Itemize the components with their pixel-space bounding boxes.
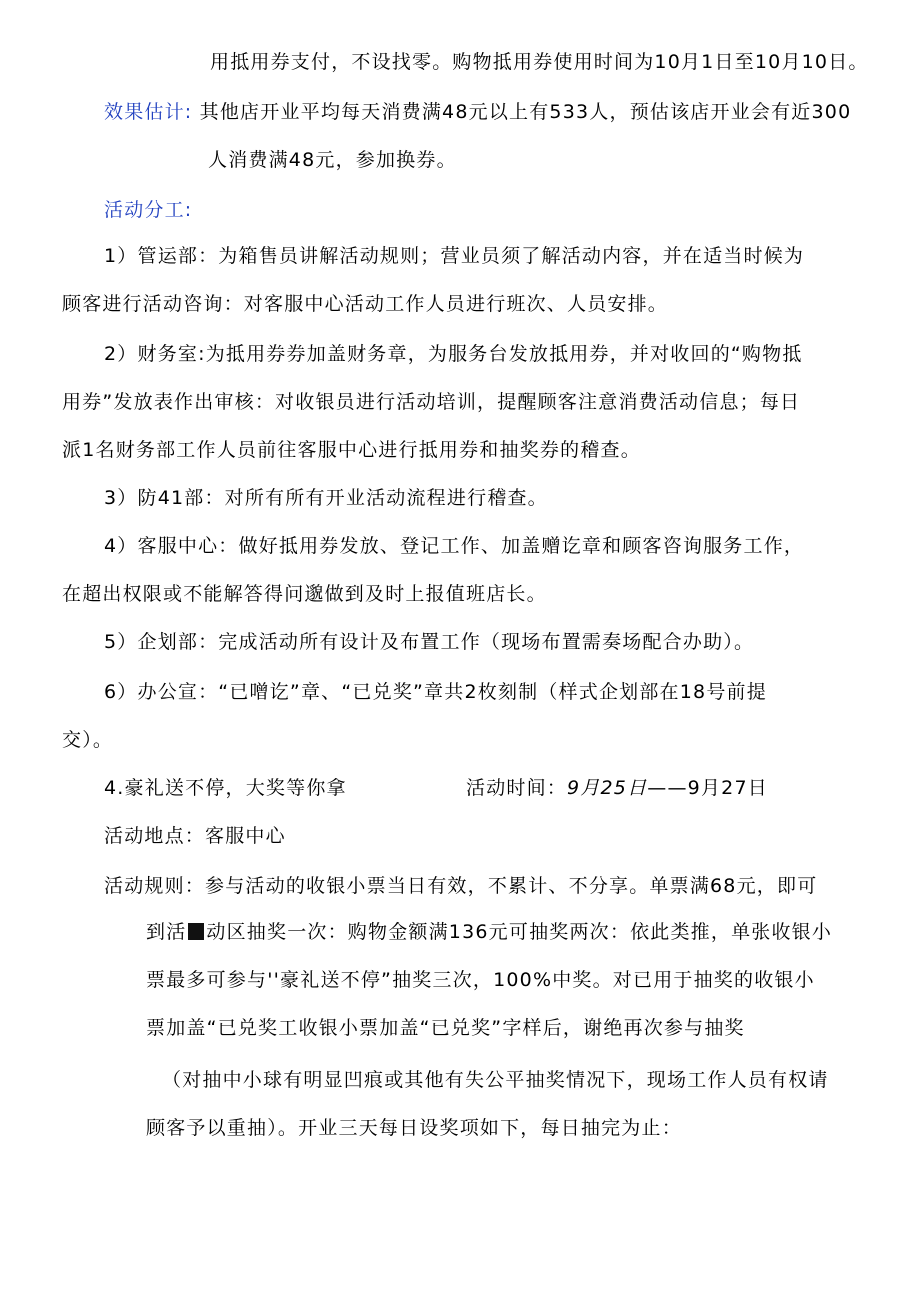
rules-text-2a: 到活 xyxy=(146,921,187,943)
section4-time xyxy=(466,776,768,800)
effect-line-2: 人消费满48元，参加换券。 xyxy=(208,149,457,171)
effect-text-1: 其他店开业平均每天消费满48元以上有533人，预估该店开业会有近300 xyxy=(199,101,852,123)
division-item-2-line-1: 2）财务室:为抵用券券加盖财务章，为服务台发放抵用券，并对收回的“购物抵 xyxy=(104,343,803,365)
rules-label: 活动规则： xyxy=(104,875,206,897)
effect-line-1 xyxy=(104,100,851,124)
division-label: 活动分工: xyxy=(104,199,193,221)
effect-label: 效果估计: xyxy=(104,101,193,123)
rules-text-1: 参与活动的收银小票当日有效，不累计、不分享。单票满68元，即可 xyxy=(205,875,818,897)
division-item-1-line-2: 顾客进行活动咨询：对客服中心活动工作人员进行班次、人员安排。 xyxy=(62,293,669,315)
time-end: ——9月27日 xyxy=(647,777,768,799)
division-item-4-line-2: 在超出权限或不能解答得问邈做到及时上报值班店长。 xyxy=(62,583,547,605)
section4-place: 活动地点：客服中心 xyxy=(104,825,286,847)
rules-line-4: 票加盖“已兑奖工收银小票加盖“已兑奖”字样后，谢绝再次参与抽奖 xyxy=(146,1017,745,1039)
intro-line-1: 用抵用券支付，不设找零。购物抵用券使用时间为10月1日至10月10日。 xyxy=(210,51,869,73)
division-item-1-line-1: 1）管运部：为箱售员讲解活动规则；营业员须了解活动内容，并在适当时候为 xyxy=(104,245,805,267)
rules-line-2 xyxy=(146,920,832,944)
rules-line-5: （对抽中小球有明显凹痕或其他有失公平抽奖情况下，现场工作人员有权请 xyxy=(162,1069,829,1091)
division-item-3-line-1: 3）防41部：对所有所有开业活动流程进行稽查。 xyxy=(104,487,548,509)
rules-text-2b: 动区抽奖一次：购物金额满136元可抽奖两次：依此类推，单张收银小 xyxy=(206,921,833,943)
section4-title: 4.豪礼送不停，大奖等你拿 xyxy=(104,777,347,799)
rules-line-6: 顾客予以重抽）。开业三天每日设奖项如下，每日抽完为止： xyxy=(146,1117,682,1139)
time-label: 活动时间： xyxy=(466,777,568,799)
division-item-6-line-2: 交）。 xyxy=(62,729,114,751)
time-start: 9月25日 xyxy=(567,777,648,799)
rules-line-3: 票最多可参与''豪礼送不停”抽奖三次，100%中奖。对已用于抽奖的收银小 xyxy=(146,969,815,991)
redaction-block xyxy=(188,923,204,940)
division-item-2-line-2: 用券”发放表作出审核：对收银员进行活动培训，提醒顾客注意消费活动信息；每日 xyxy=(62,391,801,413)
division-item-5-line-1: 5）企划部：完成活动所有设计及布置工作（现场布置需奏场配合办助）。 xyxy=(104,631,755,653)
division-item-6-line-1: 6）办公宣：“已噌讫”章、“已兑奖”章共2枚刻制（样式企划部在18号前提 xyxy=(104,681,767,703)
rules-line-1 xyxy=(104,874,817,898)
division-item-2-line-3: 派1名财务部工作人员前往客服中心进行抵用券和抽奖券的稽查。 xyxy=(62,439,641,461)
division-item-4-line-1: 4）客服中心：做好抵用券发放、登记工作、加盖赠讫章和顾客咨询服务工作， xyxy=(104,535,805,557)
